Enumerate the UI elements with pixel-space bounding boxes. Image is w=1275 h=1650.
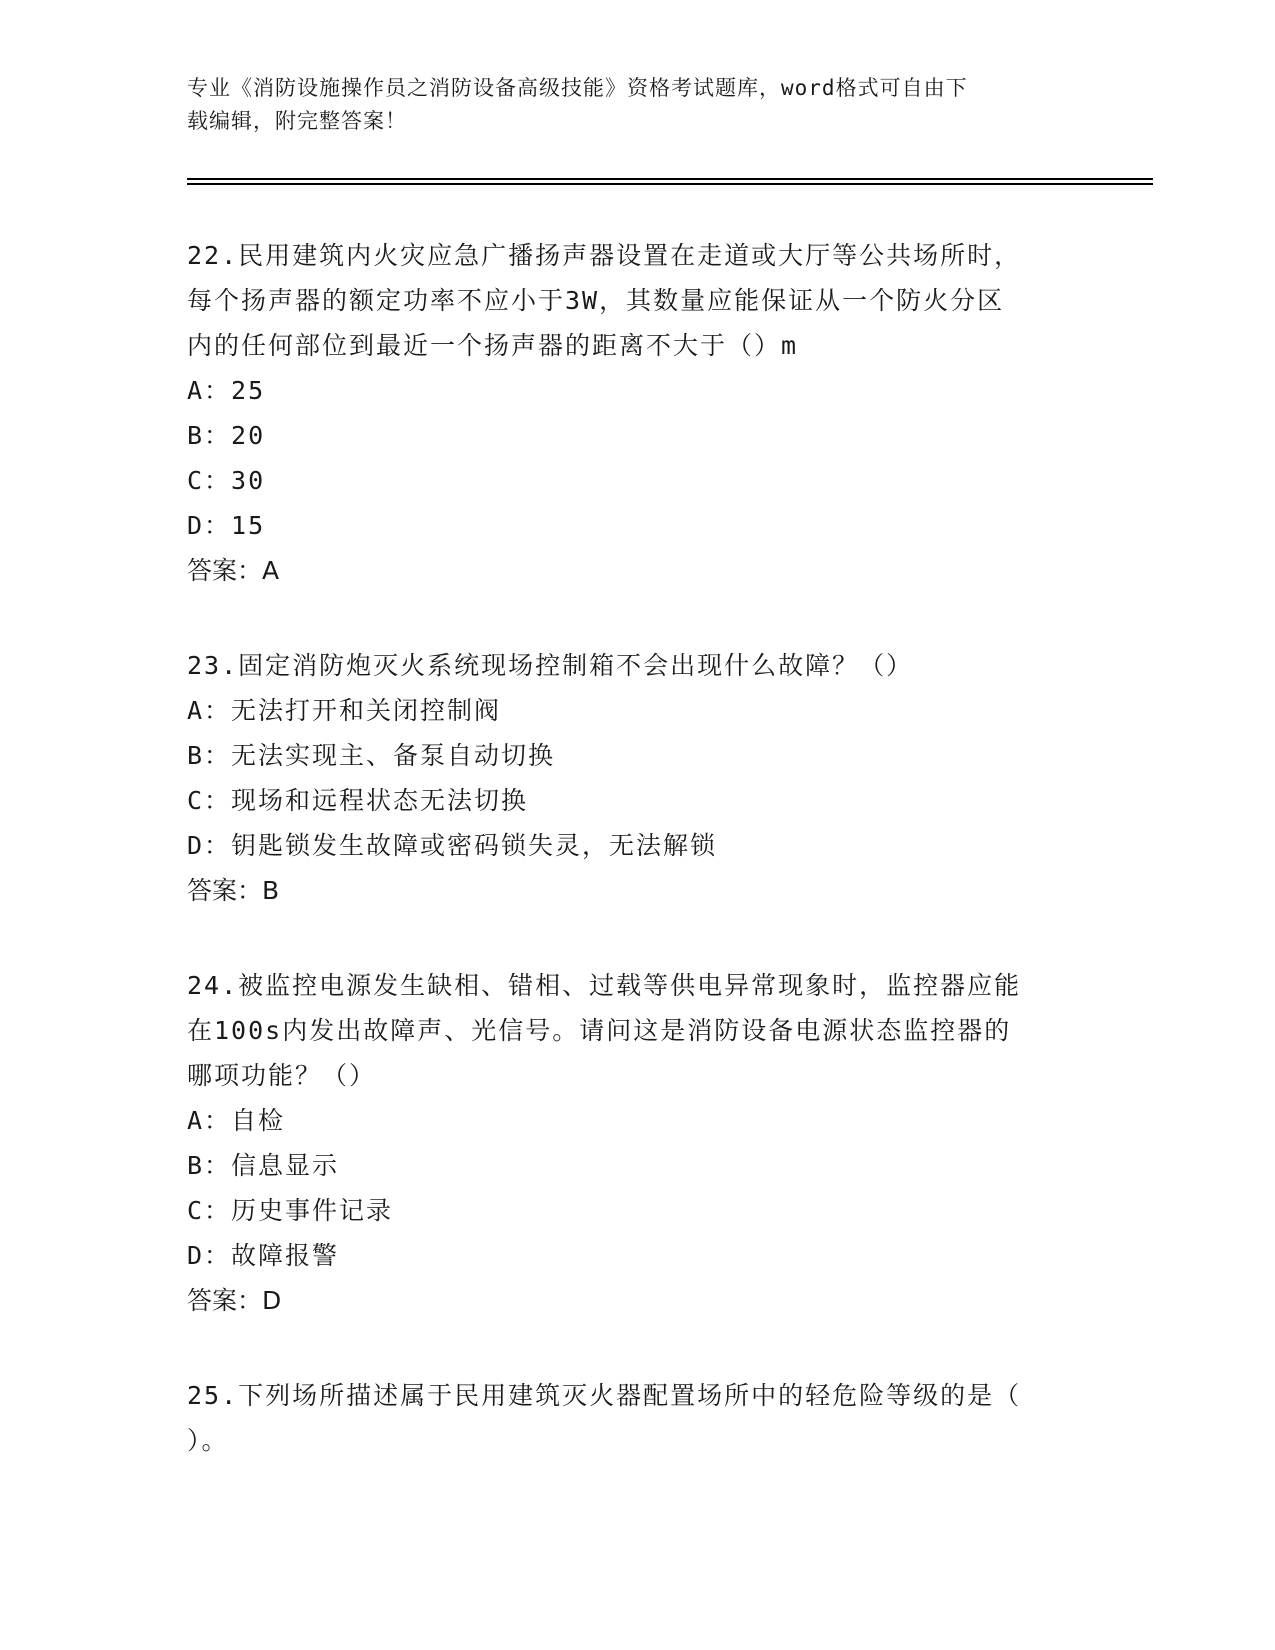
question-stem-line: 哪项功能？（） bbox=[187, 1061, 377, 1090]
question-24 bbox=[187, 963, 1067, 1323]
document-header bbox=[187, 72, 1067, 138]
option-d: D：15 bbox=[187, 511, 266, 540]
answer-line: 答案：A bbox=[187, 556, 280, 585]
question-23 bbox=[187, 643, 1067, 913]
question-stem-line: 每个扬声器的额定功率不应小于3W，其数量应能保证从一个防火分区 bbox=[187, 286, 1005, 315]
question-stem-line: 内的任何部位到最近一个扬声器的距离不大于（）m bbox=[187, 331, 799, 360]
option-a: A：25 bbox=[187, 376, 266, 405]
question-stem-line: 23.固定消防炮灭火系统现场控制箱不会出现什么故障？（） bbox=[187, 651, 914, 680]
option-b: B：信息显示 bbox=[187, 1151, 340, 1180]
option-c: C：现场和远程状态无法切换 bbox=[187, 786, 529, 815]
question-stem-line: 25.下列场所描述属于民用建筑灭火器配置场所中的轻危险等级的是（ bbox=[187, 1381, 1022, 1410]
question-22 bbox=[187, 233, 1067, 593]
answer-line: 答案：D bbox=[187, 1286, 282, 1315]
header-divider-bottom bbox=[187, 183, 1153, 185]
option-a: A：无法打开和关闭控制阀 bbox=[187, 696, 502, 725]
question-stem-line: 在100s内发出故障声、光信号。请问这是消防设备电源状态监控器的 bbox=[187, 1016, 1012, 1045]
answer-line: 答案：B bbox=[187, 876, 280, 905]
header-line-1: 专业《消防设施操作员之消防设备高级技能》资格考试题库，word格式可自由下 bbox=[187, 76, 968, 100]
option-d: D：故障报警 bbox=[187, 1241, 340, 1270]
header-divider-top bbox=[187, 178, 1153, 180]
option-a: A：自检 bbox=[187, 1106, 286, 1135]
question-stem-line: 22.民用建筑内火灾应急广播扬声器设置在走道或大厅等公共场所时， bbox=[187, 241, 1022, 270]
option-b: B：20 bbox=[187, 421, 266, 450]
question-stem-line: 24.被监控电源发生缺相、错相、过载等供电异常现象时，监控器应能 bbox=[187, 971, 1022, 1000]
question-25 bbox=[187, 1373, 1067, 1463]
header-line-2: 载编辑，附完整答案！ bbox=[187, 109, 407, 133]
option-d: D：钥匙锁发生故障或密码锁失灵，无法解锁 bbox=[187, 831, 718, 860]
option-c: C：30 bbox=[187, 466, 266, 495]
option-b: B：无法实现主、备泵自动切换 bbox=[187, 741, 556, 770]
question-stem-line: ）。 bbox=[187, 1426, 229, 1455]
option-c: C：历史事件记录 bbox=[187, 1196, 394, 1225]
